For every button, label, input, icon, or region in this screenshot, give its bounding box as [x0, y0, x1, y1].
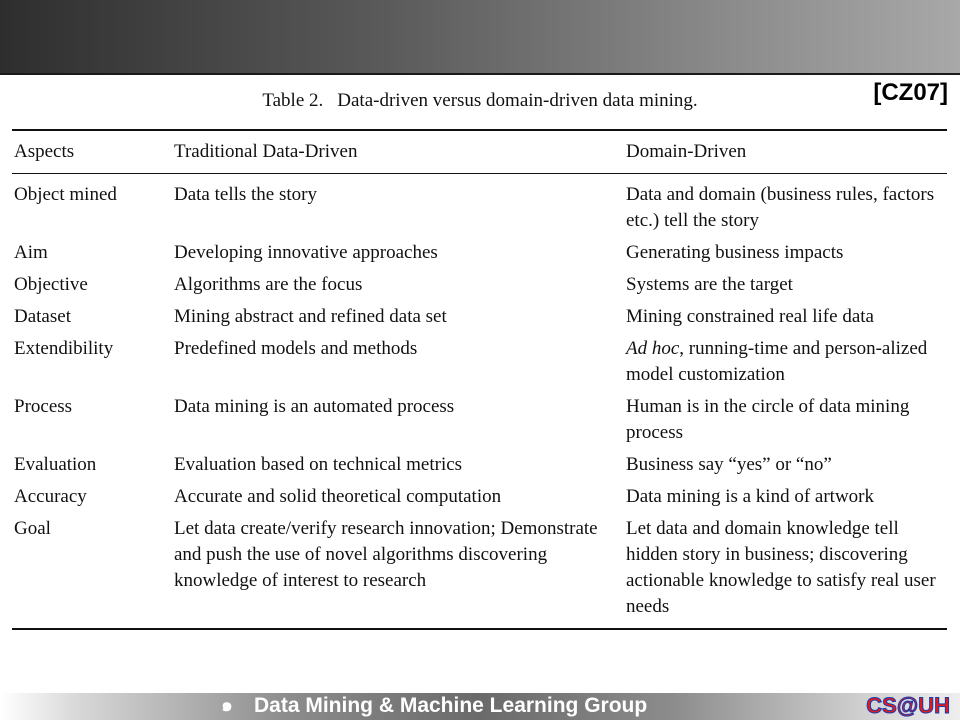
caption-text: Data-driven versus domain-driven data mining. [337, 90, 698, 111]
aspect-cell: Object mined [14, 184, 117, 205]
domain-cell: Data and domain (business rules, factors etc.) tell the story [626, 184, 935, 231]
aspect-cell: Process [14, 396, 73, 417]
aspect-cell: Extendibility [14, 338, 114, 359]
aspect-cell: Objective [14, 274, 88, 295]
domain-cell: Generating business impacts [626, 242, 844, 263]
table-row [12, 301, 947, 333]
top-banner [0, 0, 960, 75]
traditional-cell: Predefined models and methods [174, 338, 418, 359]
table-row [12, 481, 947, 513]
traditional-cell: Data mining is an automated process [174, 396, 455, 417]
domain-cell-text: , running-time and person-alized model customization [626, 338, 928, 385]
traditional-cell: Accurate and solid theoretical computation [174, 486, 502, 507]
citation-label: [CZ07] [873, 79, 948, 106]
table-row [12, 333, 947, 391]
table-row [12, 391, 947, 449]
comparison-table [12, 129, 947, 630]
table-row [12, 237, 947, 269]
aspect-cell: Dataset [14, 306, 71, 327]
footer-bar [0, 693, 960, 720]
table-row [12, 513, 947, 629]
domain-cell: Mining constrained real life data [626, 306, 874, 327]
domain-cell: Systems are the target [626, 274, 793, 295]
header-aspects: Aspects [12, 130, 172, 174]
table-row [12, 174, 947, 238]
header-domain: Domain-Driven [624, 130, 947, 174]
footer-brand-logo: CS@UH [866, 693, 950, 718]
table-row [12, 269, 947, 301]
table-caption [0, 90, 960, 112]
table-header-row [12, 130, 947, 174]
domain-cell: Human is in the circle of data mining process [626, 396, 910, 443]
domain-cell [624, 333, 947, 391]
domain-cell: Let data and domain knowledge tell hidden story in business; discovering actionable knowledge to satisfy real user needs [626, 518, 936, 617]
traditional-cell: Developing innovative approaches [174, 242, 438, 263]
caption-number: Table 2. [262, 90, 324, 111]
aspect-cell: Goal [14, 518, 51, 539]
aspect-cell: Aim [14, 242, 48, 263]
aspect-cell: Accuracy [14, 486, 87, 507]
traditional-cell: Data tells the story [174, 184, 317, 205]
domain-italic-term: Ad hoc [626, 338, 680, 359]
traditional-cell: Mining abstract and refined data set [174, 306, 447, 327]
domain-cell: Business say “yes” or “no” [626, 454, 832, 475]
table-row [12, 449, 947, 481]
traditional-cell: Algorithms are the focus [174, 274, 363, 295]
header-traditional: Traditional Data-Driven [172, 130, 624, 174]
footer-group-name: Data Mining & Machine Learning Group [254, 694, 648, 717]
traditional-cell: Let data create/verify research innovation; Demonstrate and push the use of novel algorithms discovering knowledge of interest to research [174, 518, 598, 591]
domain-cell: Data mining is a kind of artwork [626, 486, 875, 507]
swirl-logo-icon: ๑ [221, 695, 233, 716]
aspect-cell: Evaluation [14, 454, 97, 475]
traditional-cell: Evaluation based on technical metrics [174, 454, 463, 475]
